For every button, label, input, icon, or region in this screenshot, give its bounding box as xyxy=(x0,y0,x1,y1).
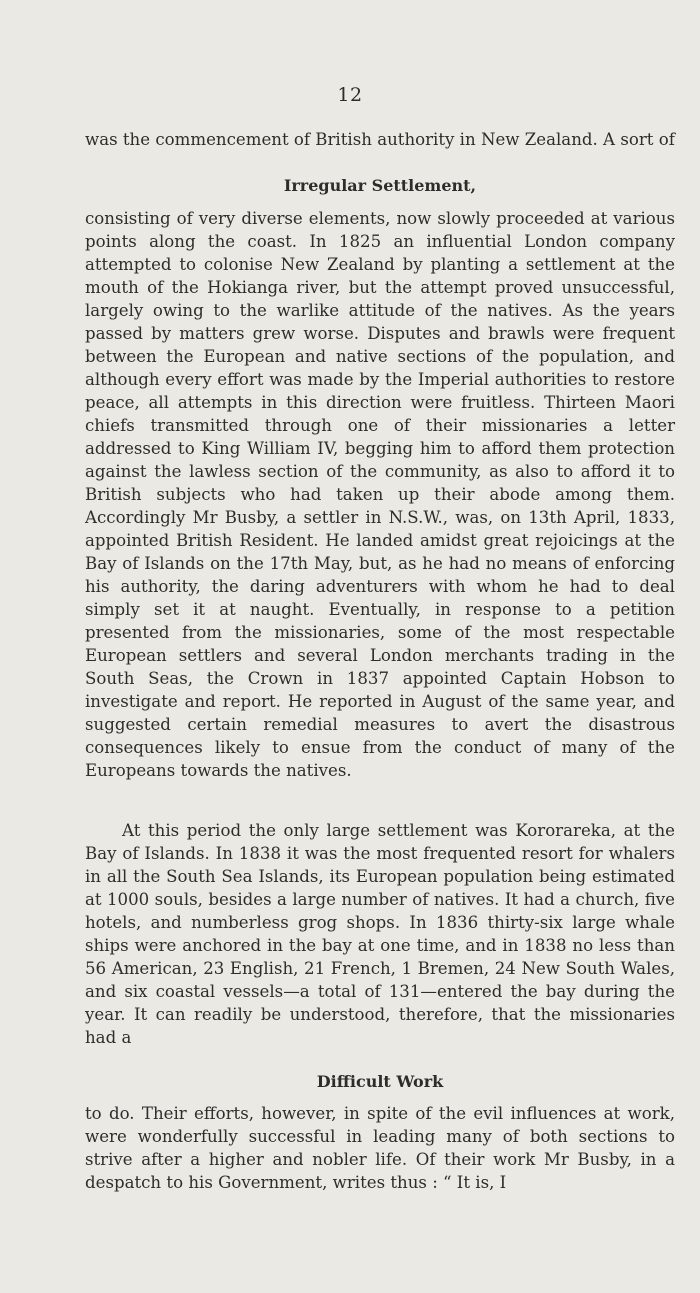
paragraph-kororareka: At this period the only large settlement was Kororareka, at the Bay of Islands. In 1838 it was the most frequented resort for whalers in all the South Sea Islands, its European population being estimated at 1000 souls, besides a large number of natives. It had a church, five hotels, and numberless grog shops. In 1836 thirty-six large whale ships were anchored in the bay at one time, and in 1838 no less than 56 American, 23 English, 21 French, 1 Bremen, 24 New South Wales, and six coastal vessels—a total of 131—entered the bay during the year. It can readily be understood, therefore, that the missionaries had a xyxy=(85,821,675,1047)
paragraph-difficult-work: to do. Their efforts, however, in spite of the evil influences at work, were wonderfully successful in leading many of both sections to strive after a higher and nobler life. Of their work Mr Busby, in a despatch to his Government, writes thus : “ It is, I xyxy=(85,1104,675,1192)
section-heading-difficult-work: Difficult Work xyxy=(316,1072,444,1091)
section-heading-irregular-settlement: Irregular Settlement, xyxy=(283,176,477,195)
page-number: 12 xyxy=(337,84,363,106)
intro-paragraph: was the commencement of British authority in New Zealand. A sort of xyxy=(85,130,675,149)
paragraph-irregular-settlement: consisting of very diverse elements, now slowly proceeded at various points along the coast. In 1825 an influential London company attempted to colonise New Zealand by planting a settlement at the mouth of the Hokianga river, but the attempt proved unsuccessful, largely owing to the warlike attitude of the natives. As the years passed by matters grew worse. Disputes and brawls were frequent between the European and native sections of the population, and although every effort was made by the Imperial authorities to restore peace, all attempts in this direction were fruitless. Thirteen Maori chiefs transmitted through one of their missionaries a letter addressed to King William IV, begging him to afford them protection against the lawless section of the community, as also to afford it to British subjects who had taken up their abode among them. Accordingly Mr Busby, a settler in N.S.W., was, on 13th April, 1833, appointed British Resident. He landed amidst great rejoicings at the Bay of Islands on the 17th May, but, as he had no means of enforcing his authority, the daring adventurers with whom he had to deal simply set it at naught. Eventually, in response to a petition presented from the missionaries, some of the most respectable European settlers and several London merchants trading in the South Seas, the Crown in 1837 appointed Captain Hobson to investigate and report. He reported in August of the same year, and suggested certain remedial measures to avert the disastrous consequences likely to ensue from the conduct of many of the Europeans towards the natives. xyxy=(85,209,675,780)
